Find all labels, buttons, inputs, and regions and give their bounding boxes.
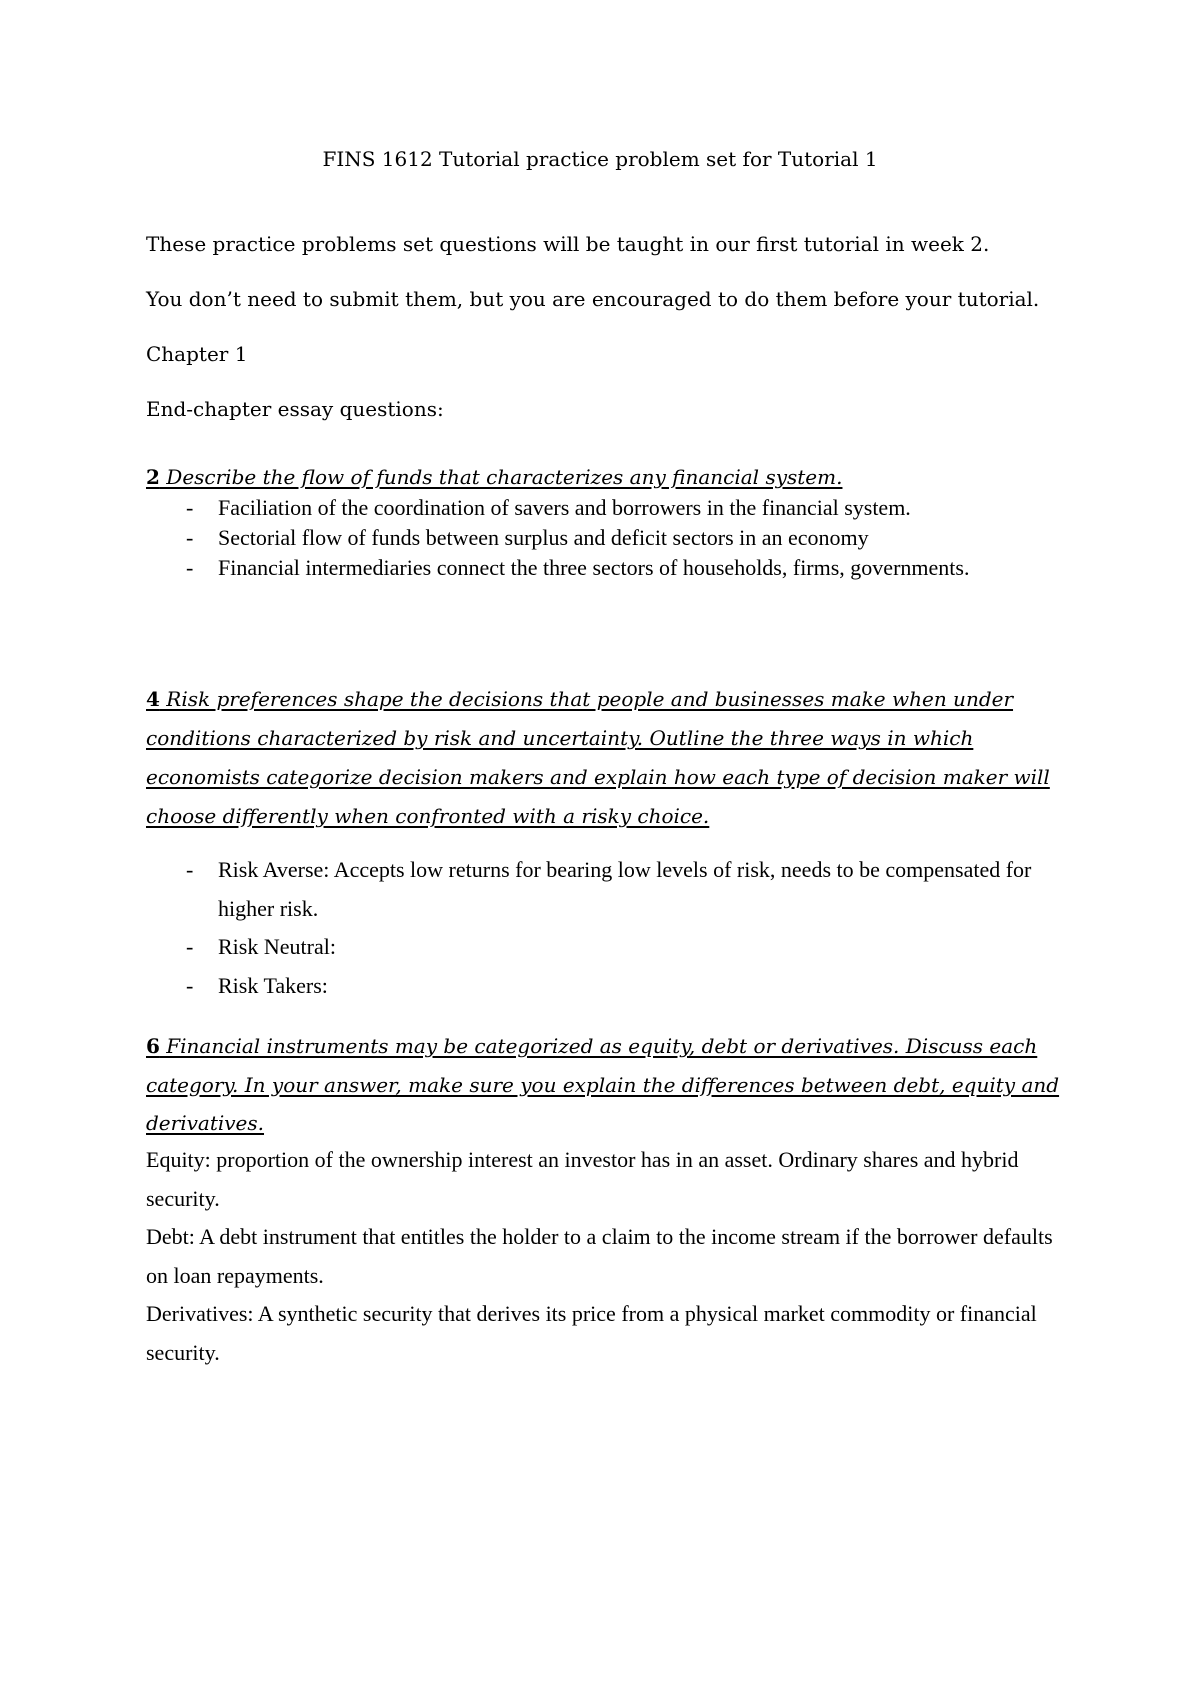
chapter-heading: Chapter 1 bbox=[146, 342, 248, 366]
intro-paragraph-2: You don’t need to submit them, but you are encouraged to do them before your tutorial. bbox=[146, 287, 1040, 311]
question-number: 6 bbox=[146, 1034, 160, 1058]
question-6 bbox=[146, 1027, 1066, 1143]
question-text: Describe the flow of funds that characterizes any financial system. bbox=[159, 465, 843, 489]
question-4 bbox=[146, 680, 1066, 836]
question-number: 4 bbox=[146, 687, 160, 711]
question-number: 2 bbox=[146, 465, 160, 489]
question-6-answers bbox=[146, 1141, 1066, 1372]
question-2 bbox=[146, 463, 1066, 491]
list-item: - Risk Averse: Accepts low returns for bearing low levels of risk, needs to be compensated for higher risk. bbox=[186, 857, 1032, 921]
question-4-answer-list bbox=[146, 851, 1046, 1005]
question-text: Risk preferences shape the decisions that people and businesses make when under conditions characterized by risk and uncertainty. Outline the three ways in which economists categorize decision makers and explain how each type of decision maker will choose differently when confronted with a risky choice. bbox=[146, 687, 1050, 828]
question-text: Financial instruments may be categorized as equity, debt or derivatives. Discuss each category. In your answer, make sure you explain the differences between debt, equity and derivatives. bbox=[146, 1034, 1060, 1135]
intro-paragraph-1: These practice problems set questions will be taught in our first tutorial in week 2. bbox=[146, 232, 990, 256]
answer-equity: Equity: proportion of the ownership interest an investor has in an asset. Ordinary shares and hybrid security. bbox=[146, 1147, 1019, 1211]
section-heading: End-chapter essay questions: bbox=[146, 397, 444, 421]
list-item: - Sectorial flow of funds between surplus and deficit sectors in an economy bbox=[186, 525, 869, 550]
answer-derivatives: Derivatives: A synthetic security that derives its price from a physical market commodity or financial security. bbox=[146, 1301, 1037, 1365]
document-title: FINS 1612 Tutorial practice problem set for Tutorial 1 bbox=[322, 147, 878, 171]
list-item: - Risk Takers: bbox=[186, 972, 328, 998]
question-2-answer-list bbox=[146, 493, 1046, 583]
list-item: - Financial intermediaries connect the three sectors of households, firms, governments. bbox=[186, 555, 970, 580]
list-item: - Risk Neutral: bbox=[186, 934, 336, 959]
answer-debt: Debt: A debt instrument that entitles the holder to a claim to the income stream if the borrower defaults on loan repayments. bbox=[146, 1224, 1053, 1288]
list-item: - Faciliation of the coordination of savers and borrowers in the financial system. bbox=[186, 495, 911, 520]
